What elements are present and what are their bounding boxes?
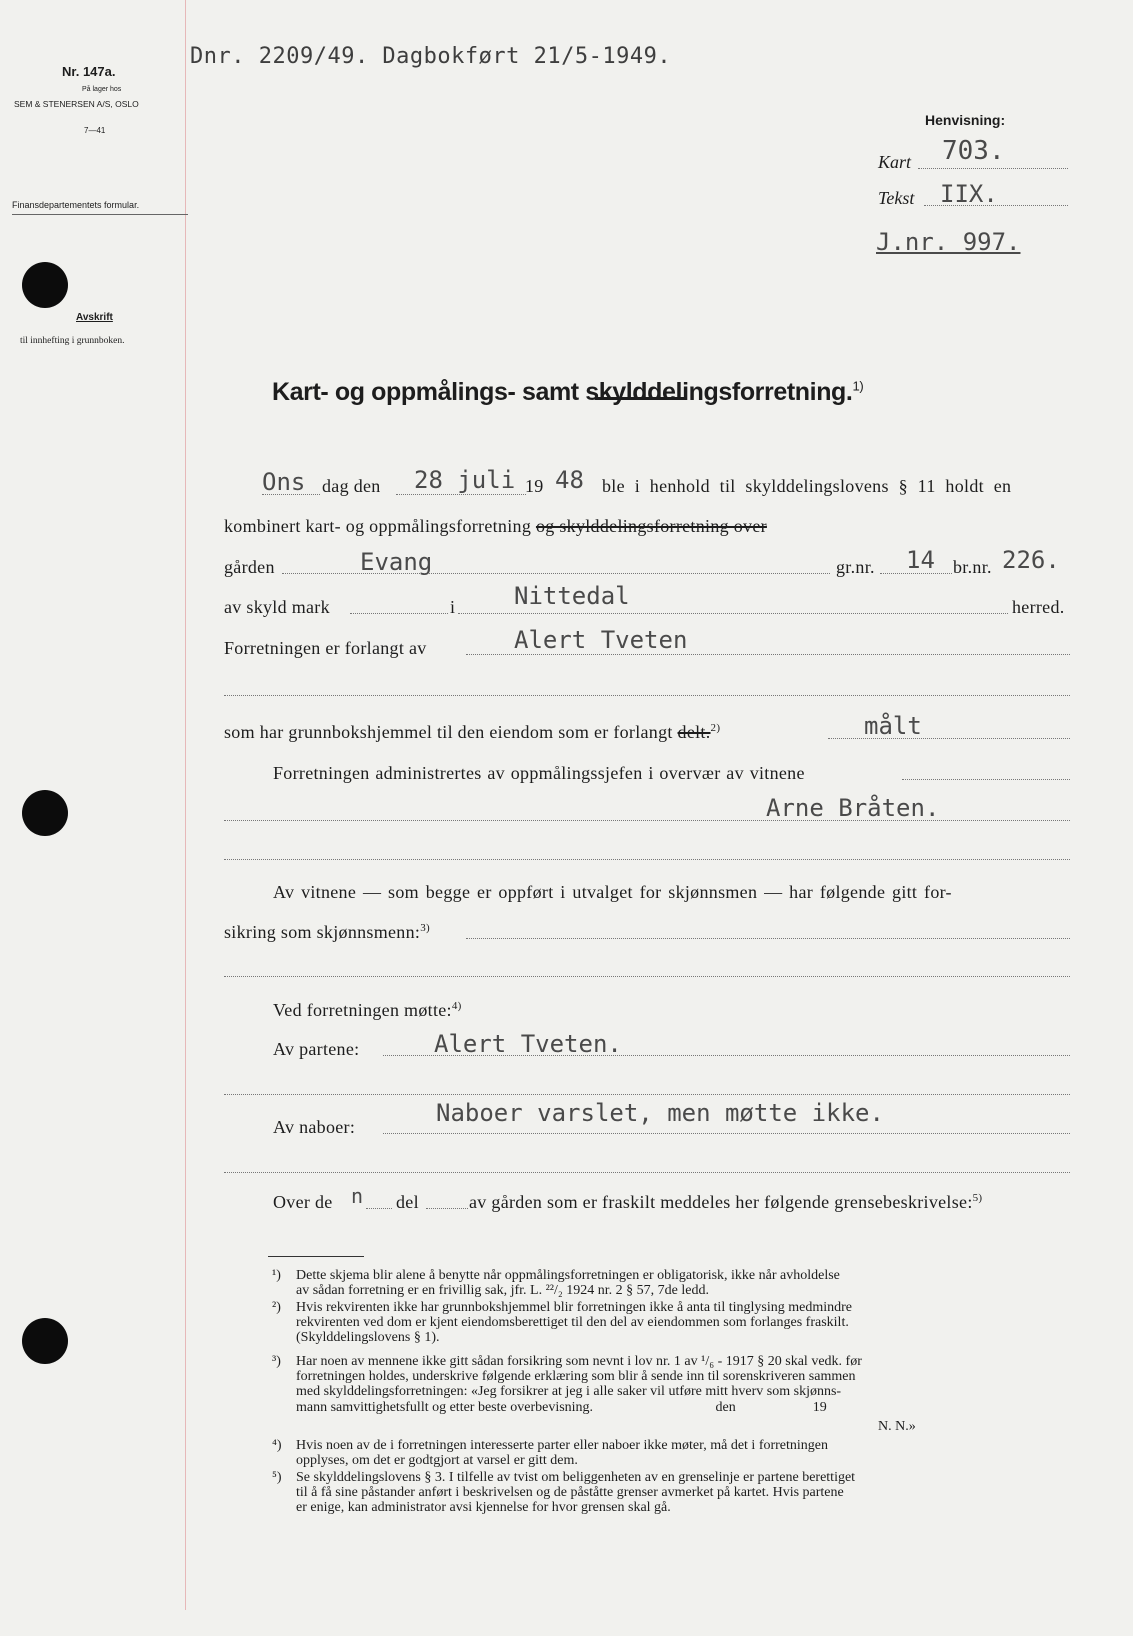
skyld-line [350, 613, 448, 614]
blank-line-2 [224, 859, 1070, 860]
footnote-3-signature: N. N.» [878, 1419, 916, 1434]
grnr-label: gr.nr. [836, 557, 875, 577]
publisher-line-1: På lager hos [82, 86, 122, 93]
weekday-value: Ons [262, 468, 306, 496]
municipality-line [458, 613, 1008, 614]
farm-label: gården [224, 557, 275, 577]
form-number: Nr. 147a. [62, 64, 116, 79]
witness-line [224, 820, 1070, 821]
reference-heading: Henvisning: [925, 112, 1006, 128]
journal-number: J.nr. 997. [876, 228, 1021, 256]
punch-hole-middle [22, 790, 68, 836]
copy-note: til innhefting i grunnboken. [20, 336, 125, 346]
municipality-value: Nittedal [514, 582, 630, 610]
footnote-ref-4: 4) [451, 1000, 462, 1012]
punch-hole-bottom [22, 1318, 68, 1364]
neighbors-line [383, 1133, 1070, 1134]
title-struck-word: samt [521, 378, 579, 406]
text-value: IIX. [940, 180, 998, 208]
over-de-line [366, 1208, 392, 1209]
weekday-line [262, 494, 320, 495]
footnote-ref-5: 5) [972, 1192, 983, 1204]
brnr-value: 226. [1002, 546, 1060, 574]
blank-line-5 [224, 1172, 1070, 1173]
punch-hole-top [22, 262, 68, 308]
title-holder-text: som har grunnbokshjemmel til den eiendom som er forlangt delt.$^{2)}$ [224, 722, 721, 742]
administered-text: Forretningen administrertes av oppmålingssjefen i overvær av vitnene [273, 763, 805, 783]
attended-text: Ved forretningen møtte:$^{4)}$ [273, 1000, 462, 1020]
document-title: Kart- og oppmålings- samt skylddelingsforretning.$^{1)}$ [272, 378, 864, 406]
document-page: Dnr. 2209/49. Dagbokført 21/5-1949. Nr. 147a. På lager hos SEM & STENERSEN A/S, OSLO 7—41 Finansdepartementets formular. Avskrift til innhefting i grunnboken. Henvisning: Kart 703. Tekst IIX. J.nr. 997. Kart- og oppmålings- samt skylddelingsforretning.$^{1)}$ Ons dag den 28 juli 19 48 ble i henhold til skylddelingslovens § 11 holdt en kombinert kart- og oppmålingsforretning og skylddelingsforretning over gården Evang gr.nr. 14 br.nr. 226. av skyld mark i Nittedal herred. Forretningen er forlangt av Alert Tveten som har grunnbokshjemmel til den eiendom som er forlangt delt.$^{2)}$ målt Forretningen administrertes av oppmålingssjefen i overvær av vitnene Arne Bråten. Av vitnene — som begge er oppført i utvalget for skjønnsmen — har følgende gitt for- sikring som skjønnsmenn:$^{3)}$ Ved forretningen møtte:$^{4)}$ Av partene: Alert Tveten. Av naboer: Naboer varslet, men møtte ikke. Over de n del av gården som er fraskilt meddeles her følgende grensebeskrivelse:$^{5)}$ ¹) Dette skjema blir alene å benytte når oppmålingsforretningen er obligatorisk, ikke når avholdelse av sådan forretning er en frivillig sak, jfr. L. ²²/₂ 1924 nr. 2 § 57, 7de ledd. ²) Hvis rekvirenten ikke har grunnbokshjemmel blir forretningen ikke å anta til tinglysing medmindre rekvirenten ved dom er kjent eiendomsberettiget til den del av eiendommen som forlanges fraskilt. (Skylddelingslovens § 1). ³) Har noen av mennene ikke gitt sådan forsikring som nevnt i lov nr. 1 av ¹/₆ - 1917 § 20 skal vedk. før forretningen holdes, underskrive følgende erklæring som blir å sende inn til sorenskriveren sammen med skylddelingsforretningen: «Jeg forsikrer at jeg i alle saker vil utføre mitt hverv som skjønns- mann samvittighetsfullt og etter beste overbevisning. den 19 N. N.» ⁴) Hvis noen av de i forretningen interesserte parter eller naboer ikke møter, må det i forretningen opplyses, om det er godtgjort at varsel er gitt dem. ⁵) Se skylddelingslovens § 3. I tilfelle av tvist om beliggenheten av en grenselinje er partene berettiget til å få sine påstander anført i beskrivelsen og de påståtte grenser avmerket på kartet. Hvis partene er enige, kan administrator avsi kjennelse for hvor grensen skal gå. [0, 0, 1133, 1636]
struck-text: og skylddelingsforretning over [535, 516, 767, 536]
footnote-rule [268, 1256, 364, 1257]
in-label: i [450, 597, 456, 617]
neighbors-value: Naboer varslet, men møtte ikke. [436, 1099, 884, 1127]
ministry-underline [12, 214, 188, 215]
title-footnote-ref: 1) [852, 378, 864, 394]
neighbors-label: Av naboer: [273, 1117, 356, 1137]
blank-line-3 [224, 976, 1070, 977]
handwritten-mark: n [351, 1184, 364, 1208]
ministry-form-label: Finansdepartementets formular. [12, 200, 140, 210]
combined-text: kombinert kart- og oppmålingsforretning og skylddelingsforretning over [224, 516, 767, 536]
journal-stamp: Dnr. 2209/49. Dagbokført 21/5-1949. [190, 44, 672, 69]
map-label: Kart [878, 152, 912, 172]
date-line [396, 494, 526, 495]
herred-label: herred. [1012, 597, 1065, 617]
date-value: 28 juli [414, 466, 516, 494]
boundary-text: av gården som er fraskilt meddeles her følgende grensebeskrivelse:$^{5)}$ [469, 1192, 983, 1212]
farm-value: Evang [360, 548, 433, 576]
title-strikethrough [595, 397, 687, 400]
requested-by-line [466, 654, 1070, 655]
brnr-label: br.nr. [953, 557, 992, 577]
witness-value: Arne Bråten. [766, 794, 940, 822]
grnr-value: 14 [906, 546, 935, 574]
del-line [426, 1208, 468, 1209]
form-edition: 7—41 [84, 126, 106, 135]
map-value: 703. [942, 136, 1005, 166]
footnote-ref-3: 3) [420, 922, 430, 934]
assurance-text: Av vitnene — som begge er oppført i utvalget for skjønnsmen — har følgende gitt for- [273, 882, 952, 902]
blank-line-1 [224, 695, 1070, 696]
requested-by-value: Alert Tveten [514, 626, 688, 654]
over-de-label: Over de [273, 1192, 333, 1212]
margin-rule [185, 0, 186, 1610]
footnote-ref-2: 2) [710, 722, 721, 734]
copy-heading: Avskrift [76, 312, 113, 323]
publisher-line-2: SEM & STENERSEN A/S, OSLO [14, 99, 139, 109]
administered-line [902, 779, 1070, 780]
assurance-line [466, 938, 1070, 939]
text-label: Tekst [878, 188, 915, 208]
struck-delt: delt. [677, 722, 711, 742]
requested-by-label: Forretningen er forlangt av [224, 638, 427, 658]
century: 19 [525, 476, 544, 496]
measured-value: målt [864, 712, 922, 740]
line1-text: ble i henhold til skylddelingslovens § 11 holdt en [602, 476, 1012, 496]
parties-value: Alert Tveten. [434, 1030, 622, 1058]
year-value: 48 [555, 466, 584, 494]
map-line [918, 168, 1068, 169]
blank-line-4 [224, 1094, 1070, 1095]
assurance-text-2: sikring som skjønnsmenn:$^{3)}$ [224, 922, 430, 942]
parties-label: Av partene: [273, 1039, 360, 1059]
skyld-label: av skyld mark [224, 597, 330, 617]
del-label: del [396, 1192, 419, 1212]
day-label: dag den [322, 476, 381, 496]
